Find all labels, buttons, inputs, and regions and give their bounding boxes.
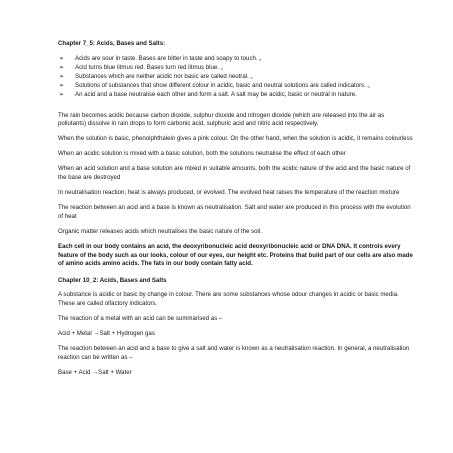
paragraph-olfactory-indicators: A substance is acidic or basic by change in colour. There are some substances whose odour changes in acidic or basic media. These are called olfactory indicators. xyxy=(58,291,399,307)
paragraph-organic-matter: Organic matter releases acids which neutralises the basic nature of the soil. xyxy=(58,227,262,235)
paragraph-neutralisation-reaction: The reaction between an acid and a base to give a salt and water is known as a neutralisation reaction. In general, a neutralisation reaction can be written as – xyxy=(58,345,410,361)
bullet-item xyxy=(58,55,413,64)
paragraph-neutralisation-definition: The reaction between an acid and a base is known as neutralisation. Salt and water are produced in this process with the evolution of heat xyxy=(58,204,411,220)
key-points-list xyxy=(58,55,413,100)
paragraph-acid-rain: The rain becomes acidic because carbon dioxide, sulphur dioxide and nitrogen dioxide (which are released into the air as pollutants) dissolve in rain drops to form carbonic acid, sulphuric acid and nitric acid respectively. xyxy=(58,111,385,128)
bullet-item xyxy=(58,82,413,91)
bullet-item xyxy=(58,73,413,82)
paragraph-heat-evolved: In neutralisation reaction, heat is always produced, or evolved. The evolved heat raises the temperature of the reaction mixture xyxy=(58,189,400,197)
bullet-text: Substances which are neither acidic nor basic are called neutral. „ xyxy=(75,72,253,80)
arrowhead-bullet-icon: ➢ xyxy=(59,81,65,89)
arrowhead-bullet-icon: ➢ xyxy=(59,54,65,62)
arrowhead-bullet-icon: ➢ xyxy=(59,90,65,98)
bullet-text: Acids are sour in taste. Bases are bitter in taste and soapy to touch. „ xyxy=(75,54,262,62)
arrowhead-bullet-icon: ➢ xyxy=(59,63,65,71)
bullet-text: Acid turns blue litmus red. Bases turn red litmus blue. „ xyxy=(75,63,223,71)
chapter-7-heading: Chapter 7_5: Acids, Bases and Salts: xyxy=(58,40,166,47)
equation-base-acid: Base + Acid →Salt + Water xyxy=(58,368,132,376)
bullet-text: Solutions of substances that show different colour in acidic, basic and neutral solutions are called indicators. „ xyxy=(75,81,370,89)
document-page xyxy=(58,40,413,384)
paragraph-suitable-amounts: When an acid solution and a base solution are mixed in suitable amounts, both the acidic nature of the acid and the basic nature of the base are destroyed xyxy=(58,165,411,182)
bullet-item xyxy=(58,91,413,100)
bullet-item xyxy=(58,64,413,73)
equation-acid-metal: Acid + Metal →Salt + Hydrogen gas xyxy=(58,330,155,338)
bullet-text: An acid and a base neutralise each other and form a salt. A salt may be acidic, basic or neutral in nature. xyxy=(75,90,357,98)
arrowhead-bullet-icon: ➢ xyxy=(59,72,65,80)
chapter-10-heading: Chapter 10_2: Acids, Bases and Salts xyxy=(58,276,167,284)
paragraph-phenolphthalein: When the solution is basic, phenolphthalein gives a pink colour. On the other hand, when the solution is acidic, it remains colourless xyxy=(58,135,413,143)
paragraph-neutralise-effect: When an acidic solution is mixed with a basic solution, both the solutions neutralise the effect of each other xyxy=(58,150,346,158)
paragraph-dna-bold: Each cell in our body contains an acid, the deoxyribonucleic acid deoxyribonucleic acid or DNA DNA. It controls every feature of the body such as our looks, colour of our eyes, our height etc. Proteins that build part of our cells are also made of amino acids amino acids. The fats in our body contain fatty acid. xyxy=(58,243,413,268)
paragraph-metal-reaction-intro: The reaction of a metal with an acid can be summarised as – xyxy=(58,315,223,323)
